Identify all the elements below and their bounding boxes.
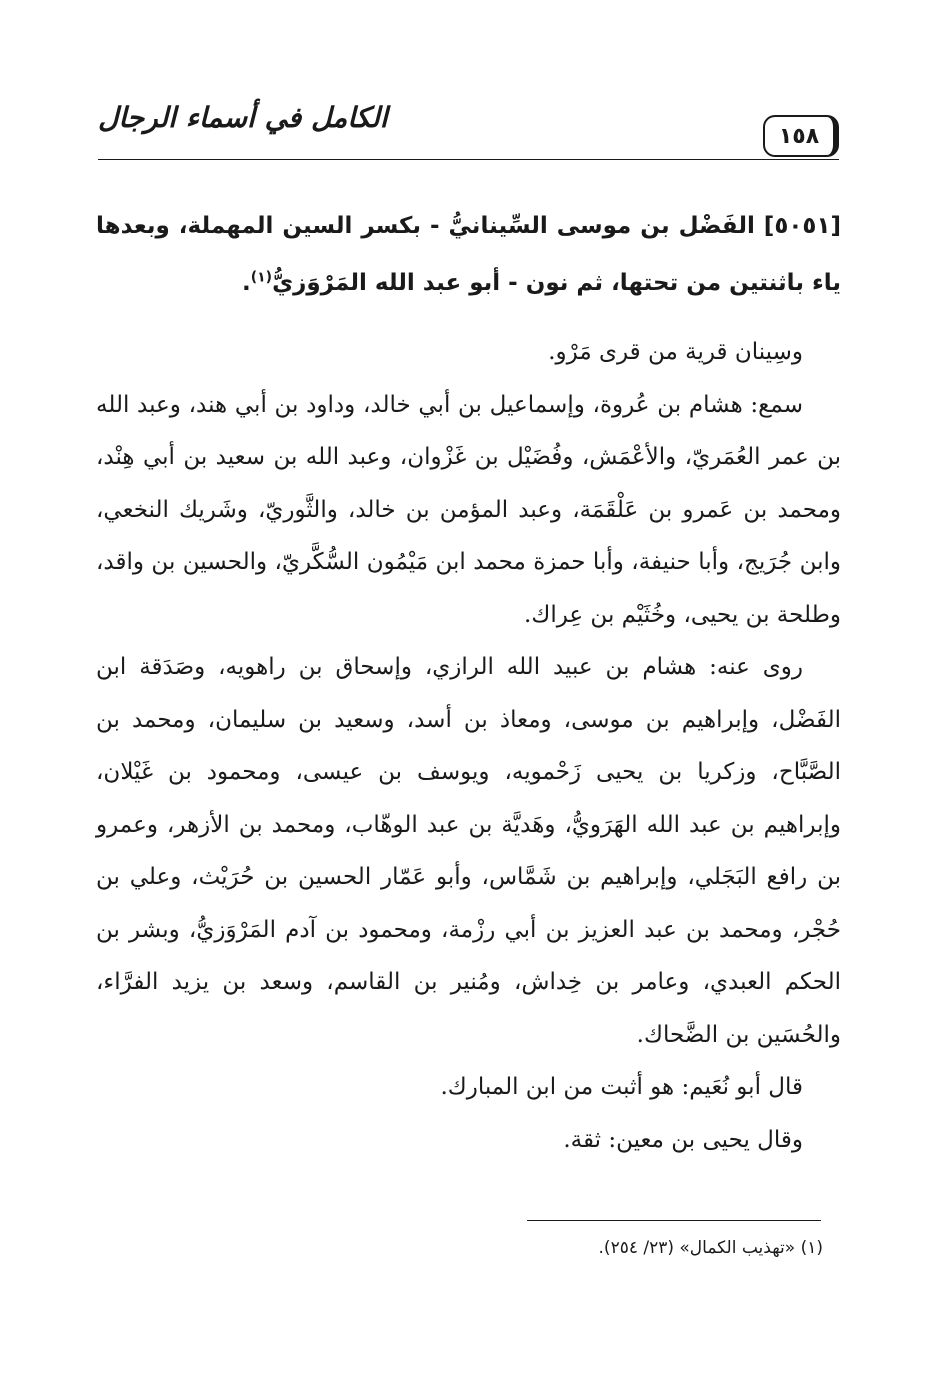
footnotes	[96, 1220, 841, 1261]
footnote-1: (١) «تهذيب الكمال» (٢٣/ ٢٥٤).	[598, 1238, 823, 1258]
footnote-marker: (١)	[250, 269, 273, 286]
page-header	[98, 95, 839, 165]
entry-heading	[96, 198, 841, 312]
entry-heading-end: .	[241, 270, 251, 296]
main-text	[96, 198, 841, 1166]
footnote-rule	[527, 1220, 821, 1221]
paragraph-students: روى عنه: هشام بن عبيد الله الرازي، وإسحاق بن راهويه، وصَدَقة ابن الفَضْل، وإبراهيم بن موسى، ومعاذ بن أسد، وسعيد بن سليمان، ومحمد بن الصَّبَّاح، وزكريا بن يحيى زَحْمويه، ويوسف بن عيسى، ومحمود بن غَيْلان، وإبراهيم بن عبد الله الهَرَويُّ، وهَديَّة بن عبد الوهّاب، ومحمد بن الأزهر، وعمرو بن رافع البَجَلي، وإبراهيم بن شَمَّاس، وأبو عَمّار الحسين بن حُرَيْث، وعلي بن حُجْر، ومحمد بن عبد العزيز بن أبي رزْمة، ومحمود بن آدم المَرْوَزيُّ، وبشر بن الحكم العبدي، وعامر بن خِداش، ومُنير بن القاسم، وسعد بن يزيد الفرَّاء، والحُسَين بن الضَّحاك.	[96, 654, 841, 1048]
paragraph-teachers: سمع: هشام بن عُروة، وإسماعيل بن أبي خالد، وداود بن أبي هند، وعبد الله بن عمر العُمَريّ، والأعْمَش، وفُضَيْل بن غَزْوان، وعبد الله بن سعيد بن أبي هِنْد، ومحمد بن عَمرو بن عَلْقَمَة، وعبد المؤمن بن خالد، والثَّوريّ، وشَريك النخعي، وابن جُرَيج، وأبا حنيفة، وأبا حمزة محمد ابن مَيْمُون السُّكَّريّ، والحسين بن واقد، وطلحة بن يحيى، وخُثَيْم بن عِراك.	[96, 391, 841, 628]
header-rule	[98, 159, 839, 160]
paragraph-quote-ibn-main: وقال يحيى بن معين: ثقة.	[563, 1126, 803, 1153]
page-number-box	[763, 115, 839, 157]
entry-heading-text: [٥٠٥١] الفَضْل بن موسى السِّينانيُّ - بكسر السين المهملة، وبعدها ياء باثنتين من تحتها، ثم نون - أبو عبد الله المَرْوَزيُّ	[96, 213, 841, 296]
book-title: الكامل في أسماء الرجال	[98, 101, 388, 134]
paragraph-place-note: وسِينان قرية من قرى مَرْو.	[548, 339, 803, 365]
paragraph-quote-abu-nuaym: قال أبو نُعَيم: هو أثبت من ابن المبارك.	[440, 1074, 803, 1100]
page-number: ١٥٨	[778, 123, 820, 149]
